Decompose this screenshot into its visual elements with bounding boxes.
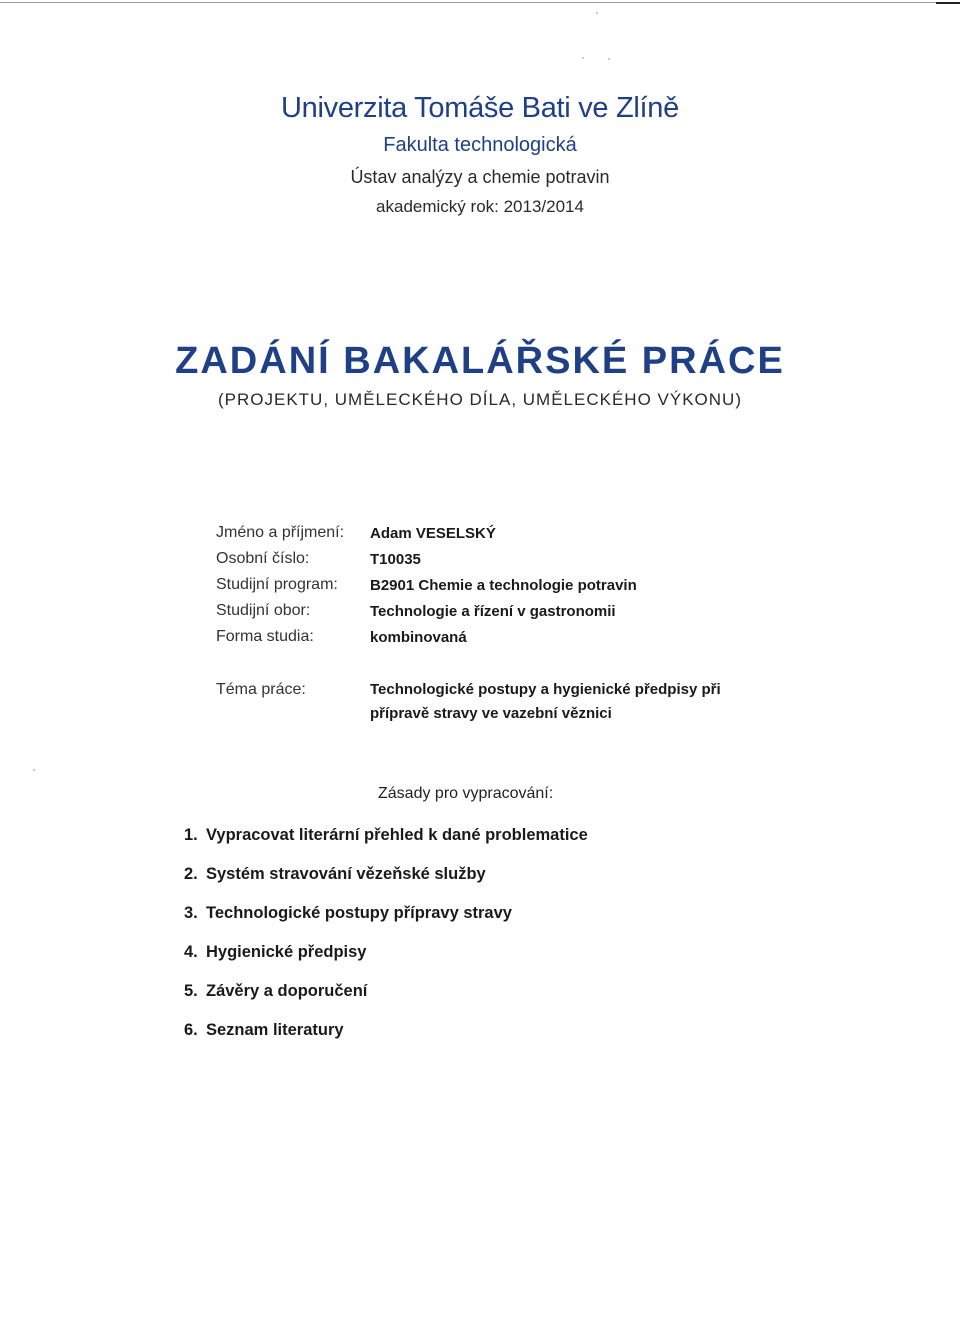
info-value-name: Adam VESELSKÝ (370, 524, 496, 542)
item-text: Seznam literatury (206, 1021, 344, 1039)
item-number: 1. (184, 826, 198, 844)
list-item (184, 1018, 784, 1057)
document-subtitle: (PROJEKTU, UMĚLECKÉHO DÍLA, UMĚLECKÉHO VÝKONU) (218, 390, 742, 409)
thesis-topic (216, 678, 816, 726)
item-number: 2. (184, 865, 198, 883)
item-text: Hygienické předpisy (206, 943, 367, 961)
academic-year: akademický rok: 2013/2014 (376, 197, 584, 216)
info-label-name: Jméno a příjmení: (216, 524, 345, 541)
principles-heading: Zásady pro vypracování: (378, 785, 554, 802)
scan-edge-line (0, 2, 940, 3)
scan-speck (608, 58, 610, 60)
institute-name: Ústav analýzy a chemie potravin (350, 167, 610, 187)
topic-label: Téma práce: (216, 681, 306, 698)
list-item (184, 940, 784, 979)
faculty-name: Fakulta technologická (383, 134, 577, 156)
university-name: Univerzita Tomáše Bati ve Zlíně (281, 92, 679, 124)
item-number: 5. (184, 982, 198, 1000)
scan-speck (596, 12, 598, 14)
item-number: 4. (184, 943, 198, 961)
item-text: Technologické postupy přípravy stravy (206, 904, 512, 922)
topic-line: přípravě stravy ve vazební věznici (370, 705, 612, 722)
item-number: 6. (184, 1021, 198, 1039)
info-label-study-form: Forma studia: (216, 628, 314, 645)
document-header (0, 88, 960, 220)
scan-speck (582, 57, 584, 59)
info-row (216, 572, 776, 598)
list-item (184, 823, 784, 862)
info-label-personal-number: Osobní číslo: (216, 550, 310, 567)
item-number: 3. (184, 904, 198, 922)
info-row (216, 624, 776, 650)
info-value-field: Technologie a řízení v gastronomii (370, 602, 616, 620)
info-label-program: Studijní program: (216, 576, 338, 593)
student-info (216, 520, 776, 650)
principles-list (184, 823, 784, 1057)
info-value-study-form: kombinovaná (370, 628, 467, 646)
info-row (216, 520, 776, 546)
scan-speck (33, 769, 35, 771)
item-text: Systém stravování vězeňské služby (206, 865, 486, 883)
topic-value (370, 678, 721, 726)
topic-line: Technologické postupy a hygienické předpisy při (370, 681, 721, 698)
info-label-field: Studijní obor: (216, 602, 311, 619)
list-item (184, 979, 784, 1018)
item-text: Závěry a doporučení (206, 982, 368, 1000)
info-row (216, 546, 776, 572)
info-value-personal-number: T10035 (370, 550, 421, 568)
item-text: Vypracovat literární přehled k dané problematice (206, 826, 588, 844)
document-title: ZADÁNÍ BAKALÁŘSKÉ PRÁCE (175, 340, 785, 382)
list-item (184, 901, 784, 940)
info-row (216, 598, 776, 624)
title-block (0, 338, 960, 412)
scan-edge-mark (936, 2, 960, 4)
list-item (184, 862, 784, 901)
info-value-program: B2901 Chemie a technologie potravin (370, 576, 637, 594)
